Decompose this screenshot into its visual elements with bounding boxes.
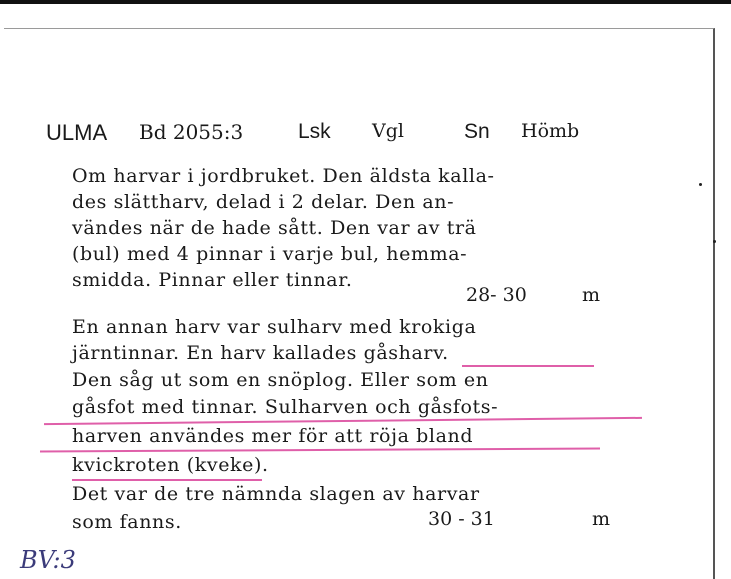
socken-label: Sn: [464, 120, 490, 143]
parish-value: Hömb: [521, 120, 580, 142]
record-id: Bd 2055:3: [139, 120, 244, 144]
handwritten-note: BV:3: [20, 546, 76, 574]
body-line: som fanns.: [72, 511, 182, 533]
province-value: Vgl: [372, 120, 404, 142]
body-line: järntinnar. En harv kallades gåsharv.: [72, 342, 449, 364]
body-line: Det var de tre nämnda slagen av harvar: [72, 483, 480, 505]
body-line: En annan harv var sulharv med krokiga: [72, 316, 477, 338]
scan-top-border: [0, 0, 731, 4]
page-ref: 30 - 31: [428, 508, 495, 530]
highlight-underline: [72, 479, 262, 481]
body-line: gåsfot med tinnar. Sulharven och gåsfots-: [72, 396, 499, 418]
body-line: Den såg ut som en snöplog. Eller som en: [72, 369, 489, 391]
page-ref-unit: m: [582, 284, 601, 306]
speck: [713, 240, 716, 243]
body-line: harven användes mer för att röja bland: [72, 425, 474, 447]
body-line: Om harvar i jordbruket. Den äldsta kalla-: [72, 165, 495, 187]
highlight-underline: [462, 365, 594, 367]
body-line: des slättharv, delad i 2 delar. Den an-: [72, 191, 455, 213]
body-line: smidda. Pinnar eller tinnar.: [72, 269, 353, 291]
body-line: (bul) med 4 pinnar i varje bul, hemma-: [72, 243, 468, 265]
speck: [699, 183, 702, 186]
body-line: vändes när de hade sått. Den var av trä: [72, 217, 477, 239]
landskap-label: Lsk: [298, 120, 331, 143]
collection-label: ULMA: [46, 120, 108, 145]
page-ref-unit: m: [592, 508, 611, 530]
body-line: kvickroten (kveke).: [72, 454, 269, 476]
page-ref: 28- 30: [466, 284, 527, 306]
